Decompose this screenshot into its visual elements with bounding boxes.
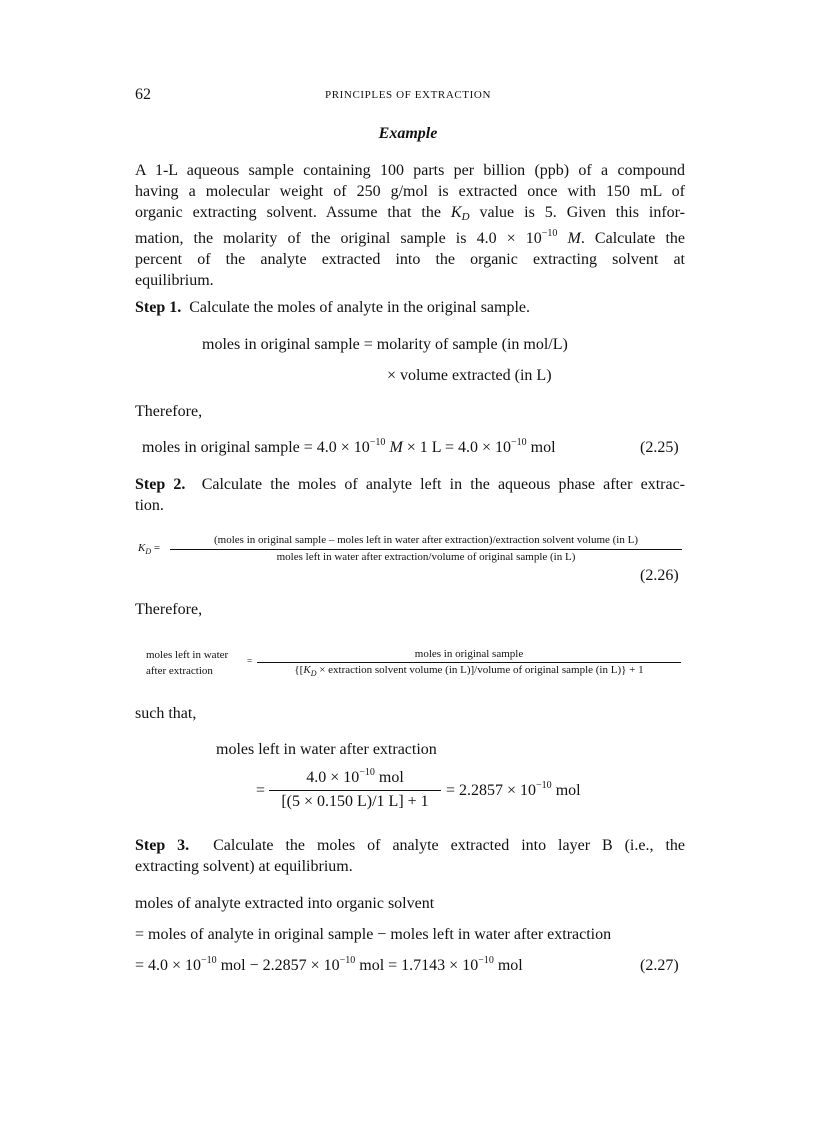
equation-2-25 <box>142 439 556 457</box>
step3-text-1: Calculate the moles of analyte extracted into layer B (i.e., the <box>213 837 685 854</box>
intro-line-6: equilibrium. <box>135 272 214 289</box>
equation-number-2-25: (2.25) <box>640 439 679 456</box>
result-numerator <box>269 769 441 787</box>
eq227-a: = 4.0 × 10 <box>135 957 202 974</box>
eq225-unit: M <box>389 439 403 456</box>
moles-left-lhs-line1: moles left in water <box>146 649 229 661</box>
intro-line-5: percent of the analyte extracted into the organic extracting solvent at <box>135 251 685 268</box>
intro-line-4-pre: mation, the molarity of the original sample is 4.0 × 10 <box>135 230 542 247</box>
step1-label: Step 1. <box>135 299 182 316</box>
result-rhs-pre: = 2.2857 × 10 <box>446 782 537 799</box>
result-fraction-bar <box>269 790 441 791</box>
intro-line-2: having a molecular weight of 250 g/mol is extracted once with 150 mL of <box>135 183 685 200</box>
intro-line-4-post: . Calculate the <box>580 230 685 247</box>
result-rhs-post: mol <box>551 782 581 799</box>
result-num-pre: 4.0 × 10 <box>306 769 360 786</box>
intro-line-4 <box>135 228 685 249</box>
step3-label: Step 3. <box>135 837 190 854</box>
intro-paragraph <box>135 160 685 291</box>
step3-statement <box>135 835 685 877</box>
step3-line-2: extracting solvent) at equilibrium. <box>135 858 353 875</box>
step2-line-2: tion. <box>135 497 164 514</box>
equation-number-2-26: (2.26) <box>640 567 679 584</box>
eq227-line2: = moles of analyte in original sample − moles left in water after extraction <box>135 926 612 943</box>
intro-exponent: −10 <box>541 228 558 239</box>
eq225-exp2: −10 <box>511 437 527 448</box>
page-number: 62 <box>135 86 151 103</box>
step2-label: Step 2. <box>135 476 186 493</box>
example-heading: Example <box>378 125 438 142</box>
molarity-unit: M <box>567 230 581 247</box>
eq225-part3: mol <box>526 439 556 456</box>
such-that: such that, <box>135 705 197 722</box>
intro-line-3-post: value is 5. Given this infor- <box>469 204 685 221</box>
step1-equation-line2: × volume extracted (in L) <box>387 367 552 384</box>
den-pre: {[ <box>294 664 304 676</box>
step1-statement <box>135 299 530 317</box>
moles-left-lhs-line2: after extraction <box>146 665 213 677</box>
therefore-1: Therefore, <box>135 403 203 420</box>
result-num-post: mol <box>374 769 404 786</box>
eq227-exp3: −10 <box>478 955 494 966</box>
step2-statement <box>135 474 685 516</box>
eq226-lhs <box>138 542 160 556</box>
step2-line-1 <box>135 474 685 495</box>
eq227-line3 <box>135 957 523 975</box>
eq226-denominator: moles left in water after extraction/volume of original sample (in L) <box>276 551 576 563</box>
step1-text: Calculate the moles of analyte in the original sample. <box>189 299 531 316</box>
eq227-exp1: −10 <box>201 955 217 966</box>
step2-text-1: Calculate the moles of analyte left in the aqueous phase after extrac- <box>201 476 685 493</box>
den-post: × extraction solvent volume (in L)]/volume of original sample (in L)} + 1 <box>316 664 644 676</box>
intro-line-3 <box>135 202 685 228</box>
eq226-d: D <box>145 547 152 556</box>
result-equals: = <box>256 782 266 799</box>
moles-left-fraction-bar <box>257 662 681 663</box>
moles-left-denominator <box>257 664 681 678</box>
kd-symbol: $K_D$ <box>450 204 470 223</box>
result-rhs <box>446 782 581 800</box>
eq226-equals: = <box>153 542 161 554</box>
intro-line-3-pre: organic extracting solvent. Assume that the <box>135 204 451 221</box>
moles-left-equals: = <box>247 656 253 666</box>
equation-number-2-27: (2.27) <box>640 957 679 974</box>
den-d: D <box>310 669 317 678</box>
result-num-exp: −10 <box>359 767 375 778</box>
eq227-d: mol <box>493 957 523 974</box>
eq227-c: mol = 1.7143 × 10 <box>355 957 479 974</box>
result-denominator: [(5 × 0.150 L)/1 L] + 1 <box>281 793 429 810</box>
eq227-line1: moles of analyte extracted into organic solvent <box>135 895 435 912</box>
eq227-exp2: −10 <box>339 955 356 966</box>
step3-line-1 <box>135 835 685 856</box>
moles-left-numerator: moles in original sample <box>414 648 524 660</box>
den-k: K <box>303 664 311 676</box>
result-rhs-exp: −10 <box>536 780 552 791</box>
eq227-b: mol − 2.2857 × 10 <box>216 957 340 974</box>
running-head: PRINCIPLES OF EXTRACTION <box>325 89 491 101</box>
eq225-exp1: −10 <box>369 437 386 448</box>
eq225-part2: × 1 L = 4.0 × 10 <box>402 439 512 456</box>
intro-line-1: A 1-L aqueous sample containing 100 parts per billion (ppb) of a compound <box>135 162 685 179</box>
eq226-k: K <box>138 542 146 554</box>
eq225-part1: moles in original sample = 4.0 × 10 <box>142 439 370 456</box>
eq226-numerator: (moles in original sample – moles left in water after extraction)/extraction solvent volume (in L) <box>214 534 638 546</box>
therefore-2: Therefore, <box>135 601 203 618</box>
step1-equation-line1: moles in original sample = molarity of sample (in mol/L) <box>202 336 568 353</box>
eq226-fraction-bar <box>170 549 682 550</box>
result-title: moles left in water after extraction <box>216 741 437 758</box>
